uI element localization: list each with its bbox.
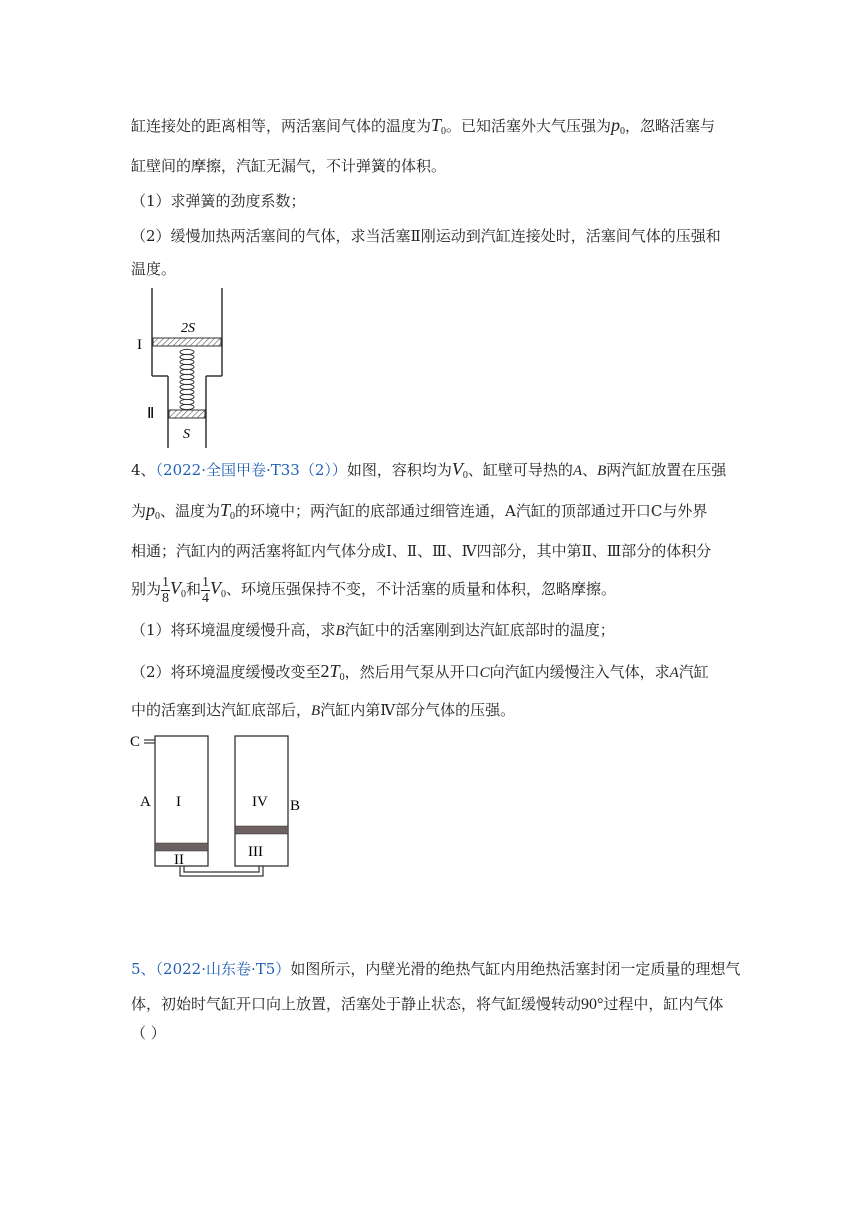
label-IV: IV <box>252 794 268 810</box>
q4-part-2-line-1: （2）将环境温度缓慢改变至$2T_0$，然后用气泵从开口C向汽缸内缓慢注入气体，求A汽缸 <box>131 661 709 683</box>
q4-part-1: （1）将环境温度缓慢升高，求B汽缸中的活塞刚到达汽缸底部时的温度； <box>131 621 615 639</box>
label-B: B <box>290 798 301 814</box>
symbol-p0: $p_0$ <box>611 115 626 137</box>
q4-line-1: 4、（2022·全国甲卷·T33（2））如图，容积均为$V_0$、缸壁可导热的A、B两汽缸放置在压强 <box>131 459 727 481</box>
q3-text-line-2: 缸壁间的摩擦，汽缸无漏气，不计弹簧的体积。 <box>131 157 447 175</box>
symbol-V0: $V_0$ <box>451 459 468 481</box>
piston-I <box>153 338 221 346</box>
piston-B <box>235 826 288 834</box>
label-2S: 2S <box>181 321 195 336</box>
q3-part-2-line-1: （2）缓慢加热两活塞间的气体，求当活塞Ⅱ刚运动到汽缸连接处时，活塞间气体的压强和 <box>131 227 721 245</box>
q4-part-2-line-2: 中的活塞到达汽缸底部后，B汽缸内第Ⅳ部分气体的压强。 <box>131 701 516 719</box>
q3-text-line-1: 缸连接处的距离相等，两活塞间气体的温度为$T_0$。已知活塞外大气压强为$p_0$，忽略活塞与 <box>131 115 716 137</box>
label-A: A <box>140 794 151 810</box>
q3-part-2-line-2: 温度。 <box>131 260 177 278</box>
q4-line-2: 为$p_0$、温度为$T_0$的环境中；两汽缸的底部通过细管连通，A汽缸的顶部通过开口C与外界 <box>131 500 708 522</box>
label-II: Ⅱ <box>147 406 155 422</box>
q5-answer-blank: （ ） <box>131 1024 166 1042</box>
symbol-p0-q4: $p_0$ <box>146 500 161 522</box>
label-II: II <box>174 852 184 868</box>
label-I: I <box>137 337 142 353</box>
symbol-T0-q4: $T_0$ <box>220 500 236 522</box>
spring <box>180 349 194 409</box>
q4-line-4: 别为 $\frac{1}{8}$ $V_0$和 $\frac{1}{4}$ $V_0$、环境压强保持不变，不计活塞的质量和体积，忽略摩擦。 <box>131 574 617 606</box>
label-S: S <box>183 427 190 442</box>
label-III: III <box>248 844 263 860</box>
fraction-one-quarter: $\frac{1}{4}$ <box>202 574 210 606</box>
q3-part-1: （1）求弹簧的劲度系数； <box>131 192 306 210</box>
q5-line-1: 5、（2022·山东卷·T5）如图所示，内壁光滑的绝热气缸内用绝热活塞封闭一定质量的理想气 <box>131 960 741 978</box>
q5-line-2: 体，初始时气缸开口向上放置，活塞处于静止状态，将气缸缓慢转动90°过程中，缸内气体 <box>131 995 724 1013</box>
symbol-T0: $T_0$ <box>431 115 447 137</box>
piston-II <box>169 410 205 418</box>
label-I: I <box>176 794 181 810</box>
q3-figure-cylinder <box>125 286 245 456</box>
fraction-one-eighth: $\frac{1}{8}$ <box>162 574 170 606</box>
connecting-tube <box>180 866 263 876</box>
q4-line-3: 相通；汽缸内的两活塞将缸内气体分成Ⅰ、Ⅱ、Ⅲ、Ⅳ四部分，其中第Ⅱ、Ⅲ部分的体积分 <box>131 542 712 560</box>
piston-A <box>155 843 208 851</box>
q4-figure-cylinders <box>128 728 313 878</box>
q5-source: （2022·山东卷·T5） <box>155 960 291 978</box>
label-C: C <box>130 734 141 750</box>
q4-source: （2022·全国甲卷·T33（2）） <box>155 461 347 479</box>
